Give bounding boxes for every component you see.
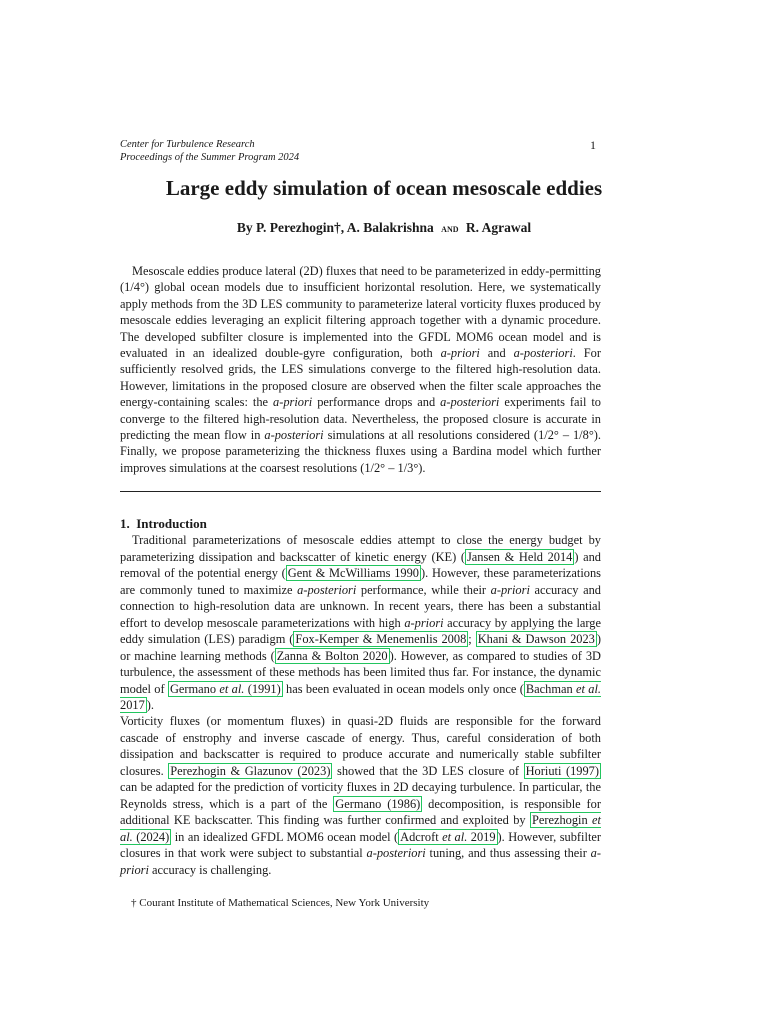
- paper-title: Large eddy simulation of ocean mesoscale eddies: [165, 176, 603, 200]
- body-italic: a-priori: [120, 846, 601, 877]
- citation-text: Adcroft: [400, 829, 443, 844]
- section-heading-introduction: [120, 516, 207, 532]
- citation-italic: et al.: [576, 681, 601, 696]
- author-balakrishna: A. Balakrishna: [346, 220, 434, 235]
- dagger-footnote-mark: †: [334, 220, 341, 235]
- body-italic: a-priori: [404, 615, 444, 630]
- body-text: accuracy by applying the large eddy simulation (LES) paradigm (: [120, 615, 601, 646]
- venue-line-2: Proceedings of the Summer Program 2024: [120, 152, 300, 163]
- running-head: [120, 138, 299, 164]
- citation-text: 2017: [120, 698, 145, 712]
- citation-text: 2019: [467, 829, 496, 844]
- body-text: showed that the 3D LES closure of: [332, 763, 524, 778]
- abstract: [120, 263, 601, 476]
- body-italic: a-priori: [490, 582, 530, 597]
- citation-adcroft-2019[interactable]: [398, 829, 497, 845]
- abstract-italic: a-posteriori: [513, 346, 573, 361]
- body-text: ) and removal of the potential energy (: [120, 549, 601, 580]
- author-line: By P. Perezhogin†, A. Balakrishna and R. Agrawal: [236, 220, 532, 235]
- body-text: ). However, these parameterizations are commonly tuned to maximize: [120, 566, 601, 597]
- abstract-divider: [120, 491, 601, 492]
- body-text: ). However, subfilter closures in that work were subject to substantial: [120, 829, 602, 860]
- citation-text: Germano: [169, 681, 220, 696]
- abstract-text: . For sufficiently resolved grids, the LES simulations converge to the filtered high-resolution data. However, limitations in the proposed closure are observed when the filter scale approaches the energy-containing scales: the: [120, 346, 601, 410]
- citation-text: Bachman: [525, 681, 576, 696]
- abstract-text: and: [479, 346, 514, 361]
- abstract-italic: a-posteriori: [264, 428, 324, 443]
- intro-paragraph-1: [120, 532, 601, 714]
- abstract-text: Mesoscale eddies produce lateral (2D) fluxes that need to be parameterized in eddy-permitting (1/4°) global ocean models due to insufficient horizontal resolution. Here, we systematically apply methods from the 3D LES community to parameterize lateral vorticity fluxes produced by mesoscale eddies leveraging an explicit filtering approach together with a dynamic procedure. The developed subfilter closure is implemented into the GFDL MOM6 ocean model and is evaluated in an idealized double-gyre configuration, both: [120, 264, 601, 361]
- body-text: can be adapted for the prediction of vorticity fluxes in 2D decaying turbulence. In particular, the Reynolds stress, which is a part of the: [120, 780, 601, 811]
- body-text: Vorticity fluxes (or momentum fluxes) in quasi-2D fluids are responsible for the forward cascade of enstrophy and inverse cascade of energy. Thus, careful consideration of both dissipation and backscatter is required to produce accurate and numerically stable subfilter closures.: [120, 714, 601, 778]
- body-text: in an idealized GFDL MOM6 ocean model (: [171, 829, 399, 844]
- author-agrawal: R. Agrawal: [465, 220, 532, 235]
- citation-horiuti-1997[interactable]: Horiuti (1997): [525, 763, 599, 778]
- citation-italic: et al.: [442, 829, 468, 844]
- abstract-italic: a-priori: [440, 346, 480, 361]
- citation-italic: et al.: [219, 681, 245, 696]
- body-text: has been evaluated in ocean models only once (: [282, 681, 524, 696]
- abstract-text: performance drops and: [312, 395, 441, 410]
- page-number: 1: [590, 138, 596, 152]
- citation-khani-dawson-2023[interactable]: Khani & Dawson 2023: [477, 632, 595, 646]
- body-text: performance, while their: [356, 582, 491, 597]
- citation-fox-kemper-menemenlis-2008[interactable]: Fox-Kemper & Menemenlis 2008: [295, 632, 467, 646]
- body-text: ). However, as compared to studies of 3D turbulence, the assessment of these methods has been limited thus far. For instance, the dynamic model of: [120, 648, 601, 696]
- abstract-text: simulations at all resolutions considered (1/2° – 1/8°). Finally, we propose parameterizing the thickness fluxes using a Bardina model which further improves simulations at the coarsest resolutions (1/2° – 1/3°).: [120, 428, 601, 475]
- and-label: and: [441, 223, 459, 235]
- citation-jansen-held-2014[interactable]: Jansen & Held 2014: [466, 549, 573, 564]
- affiliation-footnote: † Courant Institute of Mathematical Sciences, New York University: [131, 897, 430, 909]
- abstract-italic: a-priori: [273, 395, 313, 410]
- body-text: decomposition, is responsible for additional KE backscatter. This finding was further confirmed and exploited by: [120, 796, 601, 827]
- intro-paragraph-2: [120, 713, 601, 878]
- citation-text: Perezhogin: [531, 813, 593, 827]
- body-text: ) or machine learning methods (: [120, 632, 601, 663]
- author-perezhogin: P. Perezhogin: [256, 220, 334, 235]
- body-text: accuracy is challenging.: [148, 862, 272, 877]
- abstract-text: experiments fail to converge to the filtered high-resolution data. Nevertheless, the proposed closure is accurate in predicting the mean flow in: [120, 395, 601, 443]
- body-text: tuning, and thus assessing their: [425, 846, 591, 860]
- citation-zanna-bolton-2020[interactable]: Zanna & Bolton 2020: [276, 648, 388, 663]
- body-text: Traditional parameterizations of mesoscale eddies attempt to close the energy budget by parameterizing dissipation and backscatter of kinetic energy (KE) (: [120, 533, 601, 564]
- body-italic: a-posteriori: [297, 582, 357, 597]
- body-text: ).: [146, 698, 155, 712]
- venue-line-1: Center for Turbulence Research: [120, 139, 255, 150]
- citation-italic: et al.: [120, 813, 601, 844]
- body-text: accuracy and connection to high-resolution data are unknown. In recent years, there has been a substantial effort to develop mesoscale parameterizations with high: [120, 582, 601, 630]
- citation-germano-1986[interactable]: Germano (1986): [335, 796, 421, 811]
- section-title: Introduction: [136, 516, 207, 531]
- citation-gent-mcwilliams-1990[interactable]: Gent & McWilliams 1990: [287, 566, 419, 580]
- body-italic: a-posteriori: [366, 846, 426, 860]
- citation-germano-1991[interactable]: [168, 681, 283, 697]
- citation-perezhogin-glazunov-2023[interactable]: Perezhogin & Glazunov (2023): [170, 763, 331, 778]
- abstract-italic: a-posteriori: [440, 395, 500, 410]
- section-number: 1.: [120, 516, 130, 531]
- body-text: ;: [468, 632, 476, 646]
- by-label: By: [236, 220, 253, 235]
- citation-text: (2024): [132, 829, 170, 844]
- citation-text: (1991): [244, 681, 281, 696]
